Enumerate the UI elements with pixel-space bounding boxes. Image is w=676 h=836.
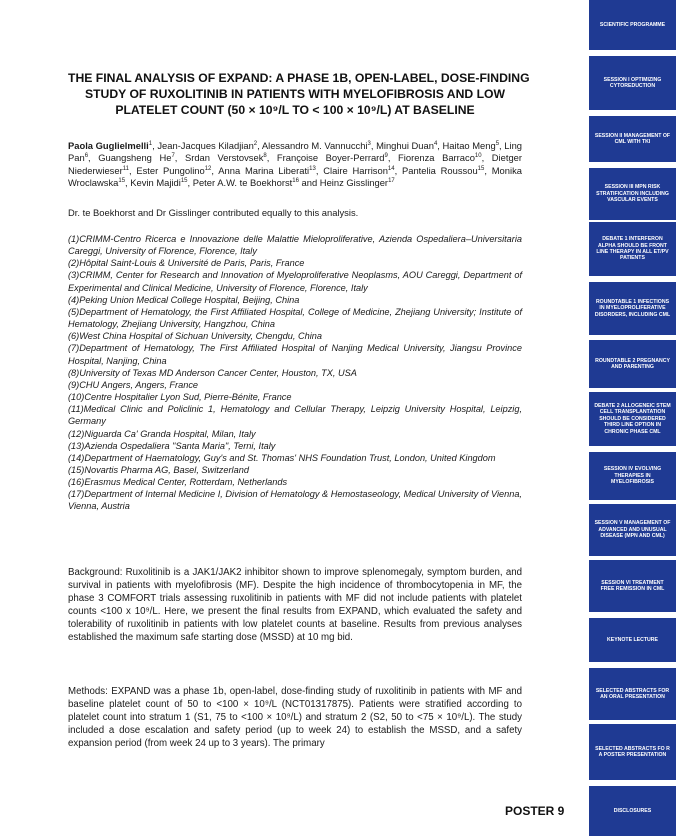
sidebar-nav-button[interactable]: DEBATE 2 ALLOGENEIC STEM CELL TRANSPLANTATION SHOULD BE CONSIDERED THIRD LINE OPTION IN CHRONIC PHASE CML	[589, 392, 676, 446]
abstract-page	[68, 0, 530, 836]
sidebar-nav-button[interactable]: DISCLOSURES	[589, 786, 676, 836]
sidebar-nav-button[interactable]: ROUNDTABLE 1 INFECTIONS IN MYELOPROLIFERATIVE DISORDERS, INCLUDING CML	[589, 282, 676, 335]
sidebar-nav-button[interactable]: KEYNOTE LECTURE	[589, 618, 676, 662]
author-name: Haitao Meng	[442, 140, 496, 151]
author-affiliation-number: 4	[433, 141, 438, 147]
sidebar-nav-button[interactable]: ROUNDTABLE 2 PREGNANCY AND PARENTING	[589, 340, 676, 388]
poster-label: POSTER 9	[505, 804, 565, 818]
author-name: Alessandro M. Vannucchi	[261, 140, 368, 151]
sidebar-nav-button[interactable]: SESSION III MPN RISK STRATIFICATION INCLUDING VASCULAR EVENTS	[589, 168, 676, 220]
author-affiliation-number: 6	[84, 153, 89, 160]
author-affiliation-number: 11	[122, 165, 129, 172]
affiliation-item: (13)Azienda Ospedaliera "Santa Maria", Terni, Italy	[68, 440, 276, 451]
sidebar-nav-button[interactable]: SELECTED ABSTRACTS FOR AN ORAL PRESENTATION	[589, 668, 676, 720]
sidebar-nav-button[interactable]: SCIENTIFIC PROGRAMME	[589, 0, 676, 50]
author-affiliation-number: 15	[180, 177, 188, 184]
affiliation-item: (4)Peking Union Medical College Hospital, Beijing, China	[68, 294, 300, 305]
author-name: Peter A.W. te Boekhorst	[192, 176, 293, 188]
title-line: THE FINAL ANALYSIS OF EXPAND: A PHASE 1B, OPEN-LABEL, DOSE-FINDING	[68, 71, 530, 85]
affiliation-item: (10)Centre Hospitalier Lyon Sud, Pierre-Bénite, France	[68, 392, 292, 403]
affiliation-item: (14)Department of Haematology, Guy's and St. Thomas' NHS Foundation Trust, London, United Kingdom	[68, 452, 496, 463]
affiliation-item: (3)CRIMM, Center for Research and Innovation of Myeloproliferative Neoplasms, AOU Careggi, Department of Experimental and Clinical Medicine, University of Florence, Florence, Italy	[68, 270, 522, 293]
affiliation-item: (8)University of Texas MD Anderson Cancer Center, Houston, TX, USA	[68, 367, 357, 378]
sidebar-nav-button[interactable]: SESSION IV EVOLVING THERAPIES IN MYELOFIBROSIS	[589, 452, 676, 500]
affiliation-item: (17)Department of Internal Medicine I, Division of Hematology & Hemostaseology, Medical University of Vienna, Vienna, Austria	[68, 489, 522, 512]
author-affiliation-number: 10	[474, 153, 482, 160]
methods-paragraph: Methods: EXPAND was a phase 1b, open-label, dose-finding study of ruxolitinib in patients with MF and baseline platelet count of 50 to <100 × 10⁹/L (NCT01317875). Patients were stratified according to platelet count into stratum 1 (S1, 75 to <100 × 10⁹/L) and stratum 2 (S2, 50 to <75 × 10⁹/L). The study included a dose escalation and safety period (up to week 24) to establish the MSSD, and a safety expansion period (from week 24 up to 3 years). The primary	[68, 686, 522, 750]
author-affiliation-number: 14	[387, 165, 395, 172]
author-affiliation-number: 9	[384, 153, 388, 160]
author-affiliation-number: 17	[388, 177, 395, 184]
affiliation-item: (12)Niguarda Ca' Granda Hospital, Milan, Italy	[68, 428, 256, 439]
title-line: STUDY OF RUXOLITINIB IN PATIENTS WITH MYELOFIBROSIS AND LOW	[84, 87, 505, 101]
sidebar-nav-button[interactable]: DEBATE 1 INTERFERON ALPHA SHOULD BE FRONT LINE THERAPY IN ALL ET/PV PATIENTS	[589, 222, 676, 276]
author-affiliation-number: 2	[253, 141, 258, 147]
author-name: Ester Pungolino	[136, 164, 205, 176]
affiliation-item: (5)Department of Hematology, the First Affiliated Hospital, College of Medicine, Zhejiang University; Institute of Hematology, Zhejiang University, Hangzhou, China	[68, 306, 522, 330]
author-name: Heinz Gisslinger	[319, 176, 389, 188]
author-affiliation-number: 16	[292, 177, 299, 184]
affiliation-item: (1)CRIMM-Centro Ricerca e Innovazione delle Malattie Mieloproliferative, Azienda Ospedaliera–Universitaria Careggi, University of Florence, Florence, Italy	[68, 234, 522, 257]
author-affiliation-number: 5	[495, 141, 500, 147]
sidebar-nav	[589, 0, 676, 836]
author-name: Jean-Jacques Kiladjian	[157, 140, 254, 151]
author-name: Kevin Majidi	[130, 176, 181, 188]
author-name: Françoise Boyer-Perrard	[276, 152, 385, 164]
author-name: Ling Pan	[68, 140, 523, 164]
sidebar-nav-button[interactable]: SESSION I OPTIMIZING CYTOREDUCTION	[589, 56, 676, 110]
title-line: PLATELET COUNT (50 × 10⁹/L TO < 100 × 10⁹/L) AT BASELINE	[115, 103, 475, 117]
author-name: Paola Guglielmelli	[68, 140, 149, 151]
author-affiliation-number: 8	[263, 153, 267, 160]
author-name: Minghui Duan	[376, 140, 434, 151]
affiliation-item: (15)Novartis Pharma AG, Basel, Switzerland	[68, 464, 249, 475]
author-name: Srdan Verstovsek	[184, 152, 264, 164]
affiliation-item: (16)Erasmus Medical Center, Rotterdam, Netherlands	[68, 477, 288, 488]
sidebar-nav-button[interactable]: SELECTED ABSTRACTS FO R A POSTER PRESENTATION	[589, 724, 676, 780]
author-name: Claire Harrison	[323, 164, 388, 176]
author-name: Monika Wroclawska	[68, 164, 522, 188]
author-affiliation-number: 1	[148, 141, 153, 147]
affiliation-item: (6)West China Hospital of Sichuan University, Chengdu, China	[68, 331, 322, 342]
abstract-title	[68, 70, 530, 118]
background-paragraph: Background: Ruxolitinib is a JAK1/JAK2 inhibitor shown to improve splenomegaly, symptom burden, and survival in patients with myelofibrosis (MF). Despite the high incidence of thrombocytopenia in MF, the phase 3 COMFORT trials assessing ruxolitinib in patients with MF did not include patients with platelet counts <100 x 10⁹/L. Here, we present the final results from EXPAND, which evaluated the safety and tolerability of ruxolitinib in patients with low platelet counts at baseline. Results from previous analyses established the maximum safe starting dose (MSSD) at 10 mg bid.	[68, 567, 522, 644]
affiliation-list	[68, 233, 522, 513]
author-name: Anna Marina Liberati	[218, 164, 310, 176]
sidebar-nav-button[interactable]: SESSION VI TREATMENT FREE REMISSION IN CML	[589, 560, 676, 612]
author-affiliation-number: 15	[118, 177, 126, 184]
author-name: Guangsheng He	[98, 152, 172, 164]
affiliation-item: (2)Hôpital Saint-Louis & Université de Paris, Paris, France	[68, 258, 305, 269]
author-affiliation-number: 13	[309, 165, 316, 172]
sidebar-nav-button[interactable]: SESSION V MANAGEMENT OF ADVANCED AND UNUSUAL DISEASE (MPN AND CML)	[589, 504, 676, 556]
author-name: Pantelia Roussou	[402, 164, 478, 176]
affiliation-item: (7)Department of Hematology, The First Affiliated Hospital of Nanjing Medical University, Jiangsu Province Hospital, Nanjing, China	[68, 343, 522, 366]
affiliation-item: (11)Medical Clinic and Policlinic 1, Hematology and Cellular Therapy, Leipzig University Hospital, Leipzig, Germany	[68, 404, 522, 427]
author-affiliation-number: 7	[171, 153, 175, 160]
author-name: Fiorenza Barraco	[398, 152, 475, 164]
author-affiliation-number: 15	[477, 165, 485, 172]
author-affiliation-number: 12	[204, 165, 212, 172]
author-affiliation-number: 3	[367, 141, 371, 147]
sidebar-nav-button[interactable]: SESSION II MANAGEMENT OF CML WITH TKI	[589, 116, 676, 162]
author-list: Paola Guglielmelli$^1$, Jean-Jacques Kiladjian$^2$, Alessandro M. Vannucchi$^3$, Minghui Duan$^4$, Haitao Meng$^5$, Ling Pan$^6$, Guangsheng He$^7$, Srdan Verstovsek$^8$, Françoise Boyer-Perrard$^9$, Fiorenza Barraco$^{10}$, Dietger Niederwieser$^{11}$, Ester Pungolino$^{12}$, Anna Marina Liberati$^{13}$, Claire Harrison$^{14}$, Pantelia Roussou$^{15}$, Monika Wroclawska$^{15}$, Kevin Majidi$^{15}$, Peter A.W. te Boekhorst$^{16}$ and Heinz Gisslinger$^{17}$	[68, 140, 523, 188]
affiliation-item: (9)CHU Angers, Angers, France	[68, 379, 199, 390]
contribution-note: Dr. te Boekhorst and Dr Gisslinger contributed equally to this analysis.	[68, 207, 359, 218]
author-name: Dietger Niederwieser	[68, 152, 523, 176]
